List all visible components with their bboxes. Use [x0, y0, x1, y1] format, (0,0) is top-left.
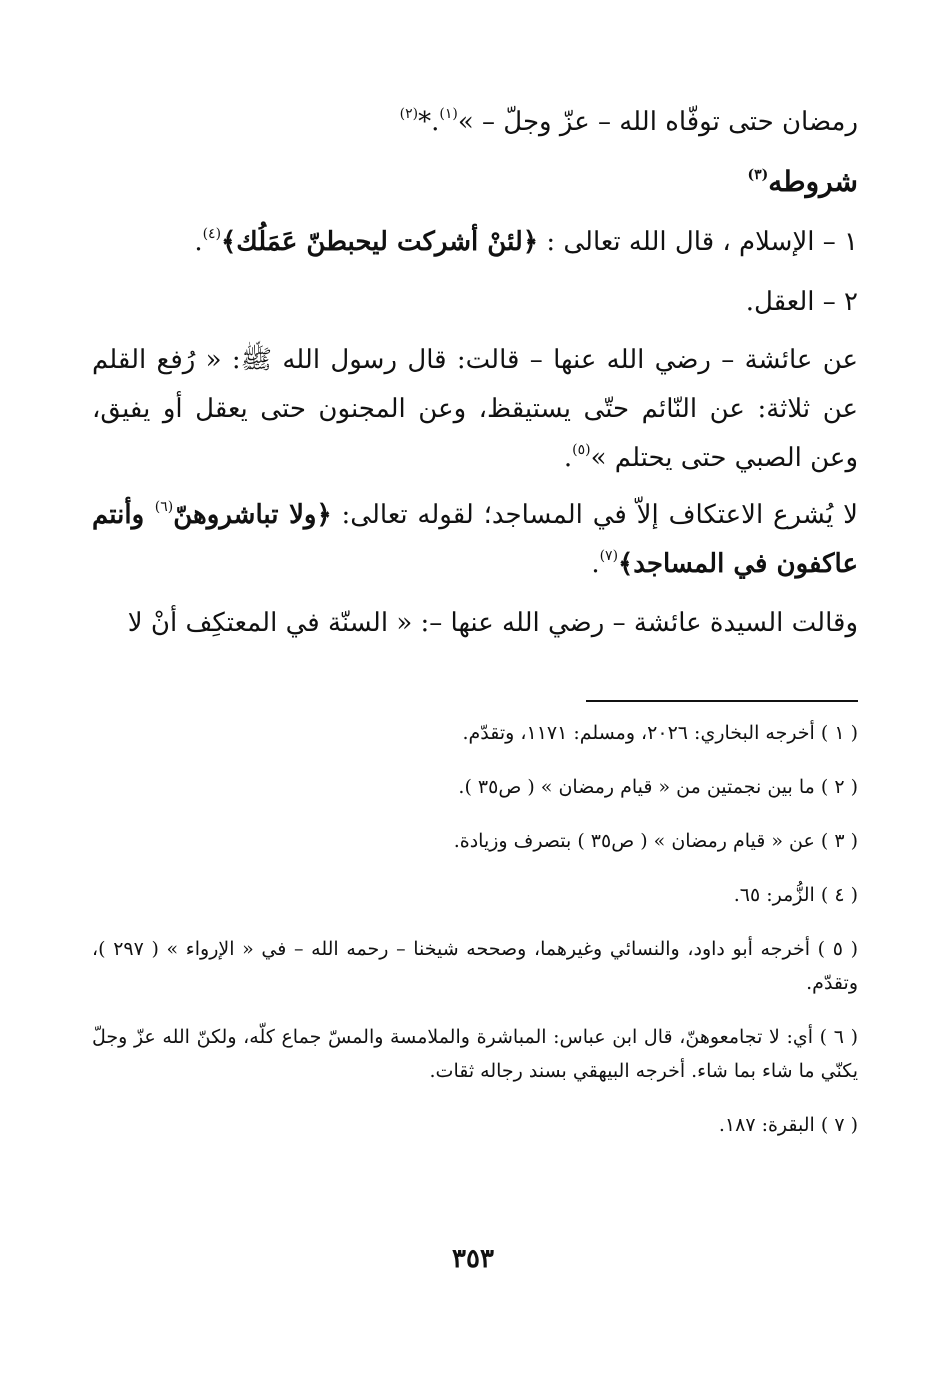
- footnote-ref[interactable]: (٤): [202, 226, 222, 242]
- condition-2: [92, 276, 858, 328]
- footnote-4: ( ٤ ) الزُّمر: ٦٥.: [733, 884, 858, 906]
- text-line-1: [92, 96, 858, 148]
- quran-verse: وأنتم عاكفون في المساجد﴾: [92, 500, 858, 579]
- footnote-3: ( ٣ ) عن « قيام رمضان » ( ص٣٥ ) بتصرف وزيادة.: [453, 830, 858, 852]
- aisha-paragraph: [92, 597, 858, 649]
- footnote-7: ( ٧ ) البقرة: ١٨٧.: [718, 1114, 858, 1136]
- text-run: عن عائشة – رضي الله عنها – قالت: قال رسول الله ﷺ: « رُفع القلم عن ثلاثة: عن النّائم حتّى يستيقظ، وعن المجنون حتى يعقل أو يفيق، وعن الصبي حتى يحتلم »: [92, 345, 858, 473]
- footnote-ref[interactable]: (٧): [599, 548, 619, 564]
- text-run: .: [591, 549, 600, 579]
- footnote-divider: [586, 700, 858, 702]
- text-run: ١ – الإسلام ، قال الله تعالى :: [538, 227, 858, 257]
- quran-verse: ﴿ولا تباشروهنّ: [173, 500, 332, 530]
- text-run: .: [194, 227, 203, 257]
- footnotes: [92, 716, 858, 1162]
- footnote-ref[interactable]: (٥): [572, 442, 591, 458]
- heading-text: شروطه: [768, 165, 858, 198]
- text-run: وقالت السيدة عائشة – رضي الله عنها –: « السنّة في المعتكِف أنْ لا: [127, 608, 858, 638]
- text-run: .: [563, 443, 573, 473]
- footnote-2: ( ٢ ) ما بين نجمتين من « قيام رمضان » ( ص٣٥ ).: [458, 776, 858, 798]
- condition-1: [92, 216, 858, 268]
- text-run: ٢ – العقل.: [745, 287, 858, 317]
- mosque-paragraph: [92, 491, 858, 589]
- text-run: .*: [418, 107, 440, 137]
- page-number: ٣٥٣: [452, 1244, 494, 1274]
- footnote-ref[interactable]: (٣): [747, 167, 769, 183]
- text-run: لا يُشرع الاعتكاف إلاّ في المساجد؛ لقوله تعالى:: [331, 500, 858, 530]
- footnote-ref[interactable]: (٦): [154, 499, 174, 515]
- footnote-5: ( ٥ ) أخرجه أبو داود، والنسائي وغيرهما، وصححه شيخنا – رحمه الله – في « الإرواء » ( ٢٩٧ )، وتقدّم.: [92, 938, 858, 994]
- section-heading: [92, 156, 858, 208]
- quran-verse: ﴿لئنْ أشركت ليحبطنّ عَمَلُك﴾: [221, 227, 539, 257]
- hadith-paragraph: [92, 336, 858, 483]
- footnote-6: ( ٦ ) أي: لا تجامعوهنّ، قال ابن عباس: المباشرة والملامسة والمسّ جماع كلّه، ولكنّ الله عزّ وجلّ يكنّي ما شاء بما شاء. أخرجه البيهقي بسند رجاله ثقات.: [92, 1026, 859, 1082]
- footnote-ref[interactable]: (١): [439, 106, 458, 122]
- main-text: [92, 96, 858, 657]
- text-run: رمضان حتى توفّاه الله – عزّ وجلّ – »: [457, 107, 858, 137]
- footnote-ref[interactable]: (٢): [399, 106, 419, 122]
- footnote-1: ( ١ ) أخرجه البخاري: ٢٠٢٦، ومسلم: ١١٧١، وتقدّم.: [462, 722, 858, 744]
